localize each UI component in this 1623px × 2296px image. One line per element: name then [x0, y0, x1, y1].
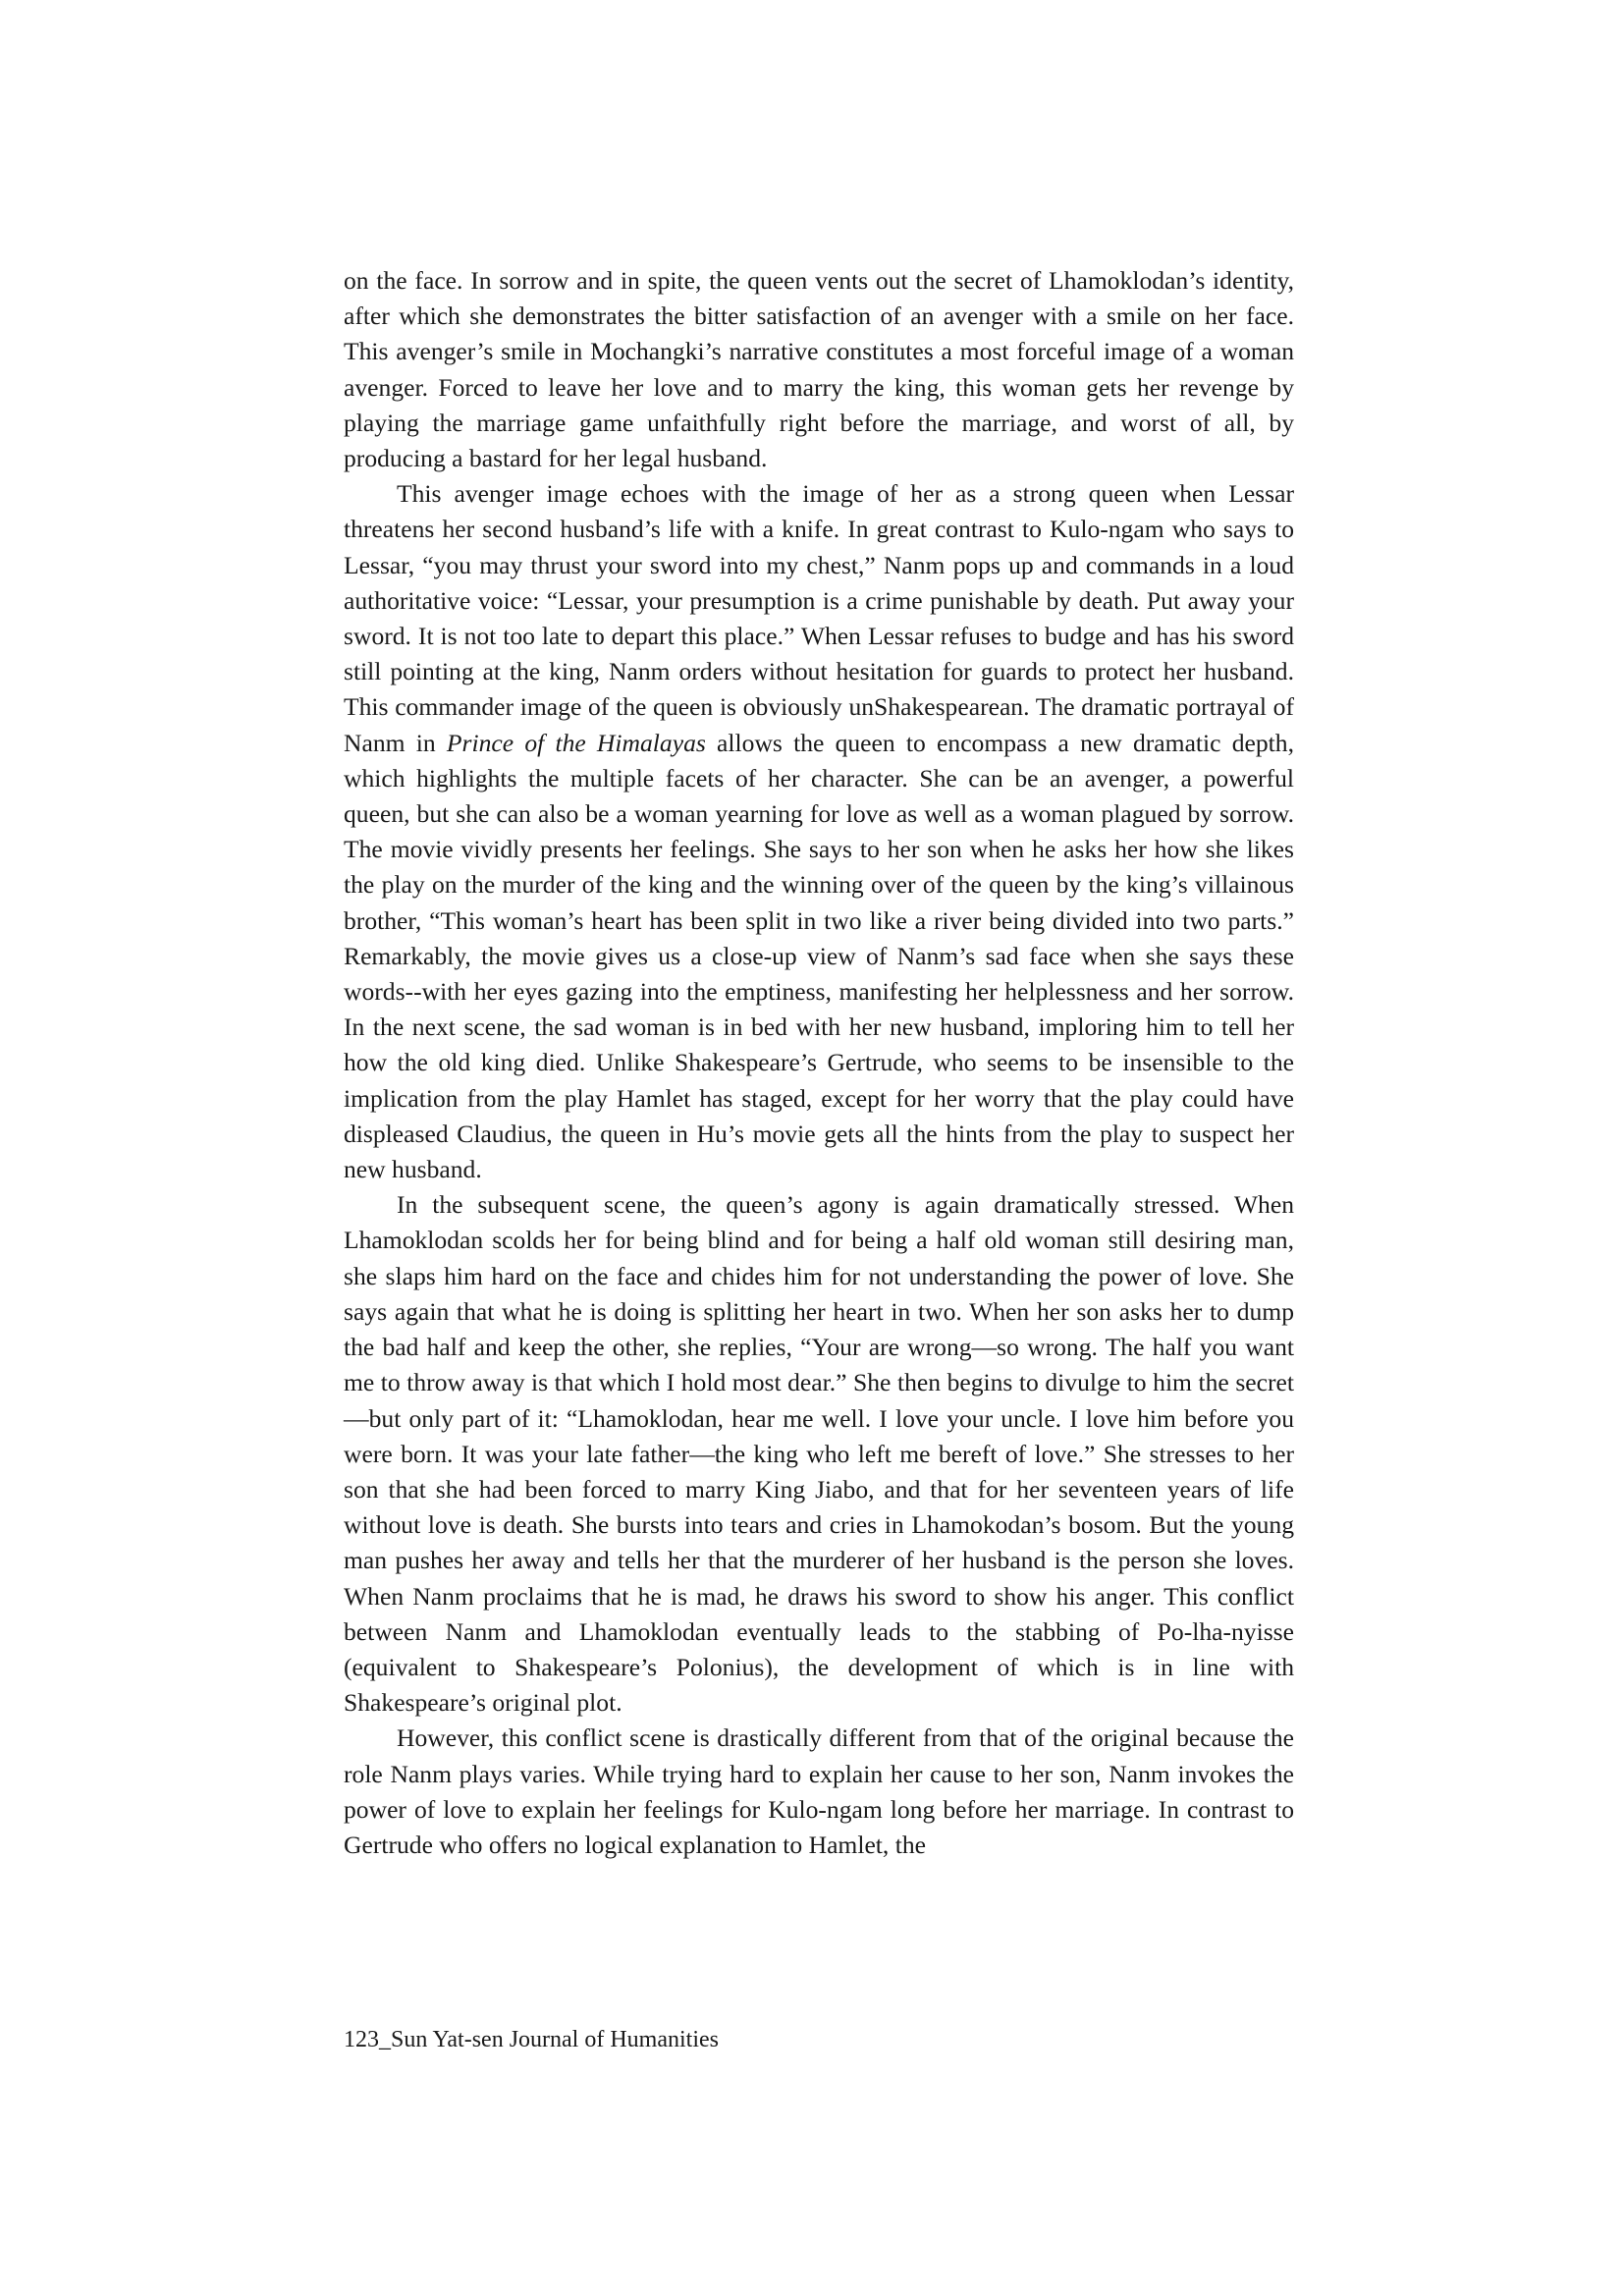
paragraph-3: In the subsequent scene, the queen’s agony is again dramatically stressed. When Lhamoklodan scolds her for being blind and for being a half old woman still desiring man, she slaps him hard on the face and chides him for not understanding the power of love. She says again that what he is doing is splitting her heart in two. When her son asks her to dump the bad half and keep the other, she replies, “Your are wrong—so wrong. The half you want me to throw away is that which I hold most dear.” She then begins to divulge to him the secret—but only part of it: “Lhamoklodan, hear me well. I love your uncle. I love him before you were born. It was your late father—the king who left me bereft of love.” She stresses to her son that she had been forced to marry King Jiabo, and that for her seventeen years of life without love is death. She bursts into tears and cries in Lhamokodan’s bosom. But the young man pushes her away and tells her that the murderer of her husband is the person she loves. When Nanm proclaims that he is mad, he draws his sword to show his anger. This conflict between Nanm and Lhamoklodan eventually leads to the stabbing of Po-lha-nyisse (equivalent to Shakespeare’s Polonius), the development of which is in line with Shakespeare’s original plot.: [344, 1190, 1294, 1718]
running-footer: 123_Sun Yat-sen Journal of Humanities: [344, 2027, 719, 2052]
paragraph-2-text-end: allows the queen to encompass a new dramatic depth, which highlights the multiple facets of her character. She can be an avenger, a powerful queen, but she can also be a woman yearning for love as well as a woman plagued by sorrow. The movie vividly presents her feelings. She says to her son when he asks her how she likes the play on the murder of the king and the winning over of the queen by the king’s villainous brother, “This woman’s heart has been split in two like a river being divided into two parts.” Remarkably, the movie gives us a close-up view of Nanm’s sad face when she says these words--with her eyes gazing into the emptiness, manifesting her helplessness and her sorrow. In the next scene, the sad woman is in bed with her new husband, imploring him to tell her how the old king died. Unlike Shakespeare’s Gertrude, who seems to be insensible to the implication from the play Hamlet has staged, except for her worry that the play could have displeased Claudius, the queen in Hu’s movie gets all the hints from the play to suspect her new husband.: [344, 728, 1294, 1184]
paragraph-4: However, this conflict scene is drastically different from that of the original because the role Nanm plays varies. While trying hard to explain her cause to her son, Nanm invokes the power of love to explain her feelings for Kulo-ngam long before her marriage. In contrast to Gertrude who offers no logical explanation to Hamlet, the: [344, 1723, 1294, 1859]
paragraph-1: on the face. In sorrow and in spite, the queen vents out the secret of Lhamoklodan’s identity, after which she demonstrates the bitter satisfaction of an avenger with a smile on her face. This avenger’s smile in Mochangki’s narrative constitutes a most forceful image of a woman avenger. Forced to leave her love and to marry the king, this woman gets her revenge by playing the marriage game unfaithfully right before the marriage, and worst of all, by producing a bastard for her legal husband.: [344, 266, 1294, 473]
article-body: [344, 263, 1294, 1863]
paragraph-2-text-start: This avenger image echoes with the image of her as a strong queen when Lessar threatens her second husband’s life with a knife. In great contrast to Kulo-ngam who says to Lessar, “you may thrust your sword into my chest,” Nanm pops up and commands in a loud authoritative voice: “Lessar, your presumption is a crime punishable by death. Put away your sword. It is not too late to depart this place.” When Lessar refuses to budge and has his sword still pointing at the king, Nanm orders without hesitation for guards to protect her husband. This commander image of the queen is obviously unShakespearean. The dramatic portrayal of Nanm in: [344, 479, 1294, 757]
film-title: Prince of the Himalayas: [446, 728, 706, 757]
paragraph-2: [344, 476, 1294, 1187]
